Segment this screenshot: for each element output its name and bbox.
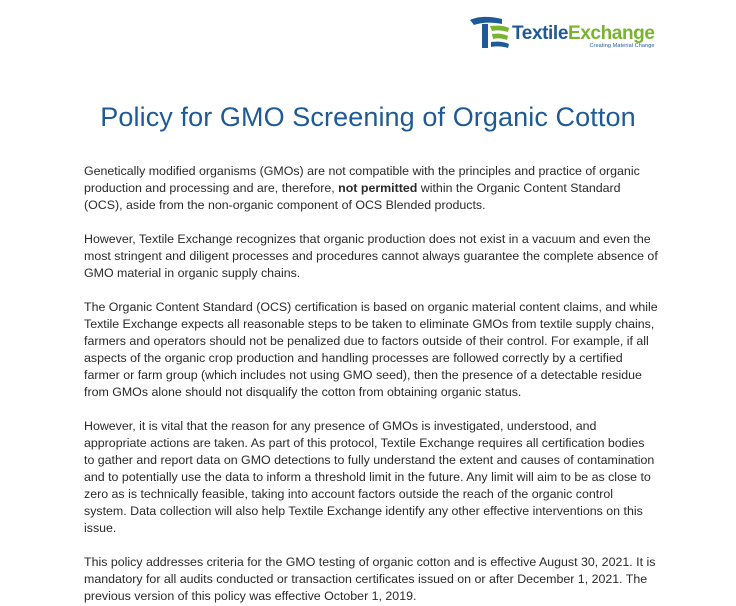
logo-name <box>512 24 655 44</box>
logo-words <box>512 18 655 49</box>
paragraph-ocs-certification: The Organic Content Standard (OCS) certification is based on organic material content claims, and while Textile Exchange expects all reasonable steps to be taken to eliminate GMOs from textile supply chains, farmers and operators should not be penalized due to factors outside of their control. For example, if all aspects of the organic crop production and handling processes are followed correctly by a certified farmer or farm group (which includes not using GMO seed), then the presence of a detectable residue from GMOs alone should not disqualify the cotton from obtaining organic status. <box>84 300 658 399</box>
paragraph-1-text-start: Genetically modified organisms (GMOs) are not compatible with the principles and practice of organic production and processing and are, therefore, <box>84 164 640 195</box>
logo-name-exchange: Exchange <box>567 22 655 44</box>
paragraph-1-emphasis: not permitted <box>338 181 418 195</box>
paragraph-no-vacuum: However, Textile Exchange recognizes that organic production does not exist in a vacuum and even the most stringent and diligent processes and procedures cannot always guarantee the complete absence of GMO material in organic supply chains. <box>84 232 658 280</box>
logo-tagline: Creating Material Change <box>589 42 655 49</box>
logo-mark-icon <box>468 14 510 52</box>
paragraph-gmo-not-compatible <box>84 163 658 214</box>
textile-exchange-logo <box>468 14 655 52</box>
document-body <box>84 163 658 606</box>
logo-name-textile: Textile <box>512 22 568 44</box>
paragraph-investigation: However, it is vital that the reason for any presence of GMOs is investigated, understood, and appropriate actions are taken. As part of this protocol, Textile Exchange requires all certification bodies to gather and report data on GMO detections to fully understand the extent and causes of contamination and to potentially use the data to inform a threshold limit in the future. Any limit will aim to be as close to zero as is technically feasible, taking into account factors outside the reach of the organic control system. Data collection will also help Textile Exchange identify any other effective interventions on this issue. <box>84 419 655 535</box>
paragraph-effective-date: This policy addresses criteria for the GMO testing of organic cotton and is effective August 30, 2021. It is mandatory for all audits conducted or transaction certificates issued on or after December 1, 2021. The previous version of this policy was effective October 1, 2019. <box>84 555 656 603</box>
page-title: Policy for GMO Screening of Organic Cotton <box>100 102 636 132</box>
paragraph-1-text-end: within the Organic Content Standard (OCS), aside from the non-organic component of OCS Blended products. <box>84 181 621 212</box>
